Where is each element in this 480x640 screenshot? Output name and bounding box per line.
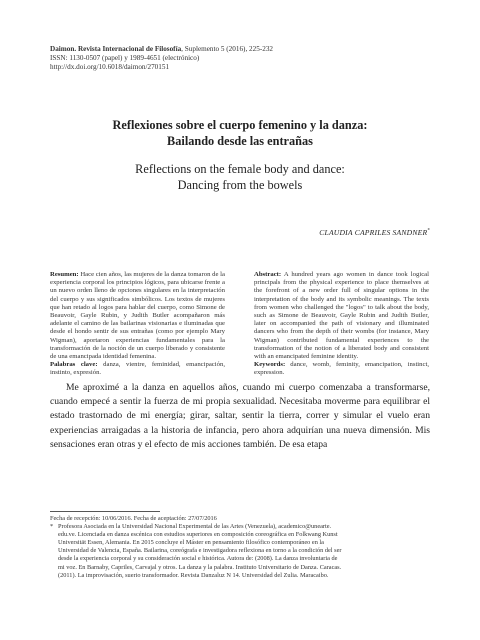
footnote-mark: * [50,523,54,531]
resumen-block [50,271,225,377]
running-header [50,45,410,73]
keywords-text: dance, womb, feminity, emancipation, instinct, expression. [254,361,429,377]
issn: ISSN: 1130-0507 (papel) y 1989-4651 (electrónico) [50,54,200,63]
footnote-line: Profesora Asociada en la Universidad Nacional Experimental de las Artes (Venezuela), academico@unearte. [58,523,332,531]
abstract-block [254,271,429,377]
author-text: CLAUDIA CAPRILES SANDNER [319,228,428,237]
journal-citation [50,45,410,54]
footnote-line: (2011). La improvisación, suerio transformador. Revista Danzaluz N 14. Universidad del Zulia. Maracaibo. [58,571,329,579]
resumen-label: Resumen: [50,271,79,278]
resumen-text: Hace cien años, las mujeres de la danza tomaron de la experiencia corporal los principios lógicos, para ubicarse frente a un nuevo orden lleno de opciones singulares en la interpretación del cuerpo y sus significados simbólicos. Los textos de mujeres que han retado al logos para hablar del cuerpo, como Simone de Beauvoir, Gayle Rubin, y Judith Butler acompañaron más adelante el camino de las bailarinas visionarias e iluminadas que desde el hondo sentir de sus entrañas (como por ejemplo Mary Wigman), aportaron experiencias fundamentales para la transformación de la noción de un cuerpo liberado y consistente de una emancipada identidad femenina. [50,271,225,360]
doi-link[interactable]: http://dx.doi.org/10.6018/daimon/270151 [50,63,170,72]
journal-name: Daimon. Revista Internacional de Filosofía [50,45,182,53]
body-paragraph: Me aproximé a la danza en aquellos años, cuando mi cuerpo comenzaba a transformarse, cuando empecé a sentir la fuerza de mi propia sexualidad. Necesitaba moverme para equilibrar el estado trastornado de mi energía; girar, saltar, sentir la tierra, correr y simular el vuelo eran experiencias arraigadas a la historia de infancia, pero ahora adquirían una nueva dimensión. Mis sensaciones eran otras y el efecto de mis acciones también. De esa etapa [50,382,430,450]
title-es-line1: Reflexiones sobre el cuerpo femenino y la danza: [112,118,368,132]
keywords-label: Keywords: [254,361,286,369]
footnote-line: Universidad de Valencia, España. Bailarina, coreógrafa e investigadora reflexiona en torno a la condición del ser [58,547,342,555]
footnote-line: desde la experiencia corporal y su consideración social e histórica. Autora de: (2008). La danza involuntaria de [58,555,338,563]
footnote-line: mi voz. En Barnaby, Capriles, Carvajal y otros. La danza y la palabra. Instituto Universitario de Danza. Caracas. [58,563,342,571]
author-footnote [50,523,430,531]
title-en-line2: Dancing from the bowels [177,178,303,192]
title-spanish [50,117,430,149]
footnotes [50,515,430,580]
palabras-clave-text: danza, vientre, feminidad, emancipación, instinto, expresión. [50,361,225,377]
title-en-line1: Reflections on the female body and dance: [135,162,345,176]
footnote-line: edu.ve. Licenciada en danza escénica con estudios superiores en composición coreográfica en Folkwang Kunst [58,531,338,539]
title-es-line2: Bailando desde las entrañas [167,134,313,148]
body-text [50,381,430,452]
title-english [50,161,430,193]
footnote-line: Universität Essen, Alemania. En 2015 concluye el Máster en pensamiento filosófico contemporáneo en la [58,539,324,547]
author-name [319,228,430,237]
palabras-clave-label: Palabras clave: [50,361,98,369]
abstract-label: Abstract: [254,271,282,278]
author-footnote-mark: * [427,228,430,234]
footnote-divider [50,511,160,512]
journal-issue: , Suplemento 5 (2016), 225-232 [181,45,274,53]
reception-dates: Fecha de recepción: 10/06/2016. Fecha de aceptación: 27/07/2016 [50,515,217,522]
abstract-text: A hundred years ago women in dance took logical principals from the physical experience to place themselves at the forefront of a new order full of singular options in the interpretation of the body and its symbolic meanings. The texts from women who challenged the "logos" to talk about the body, such as Simone de Beauvoir, Gayle Rubin and Judith Butler, later on accompanied the path of visionary and illuminated dancers who from the depth of their wombs (for instance, Mary Wigman) contributed fundamental experiences to the transformation of the notion of a liberated body and consistent with an emancipated feminine identity. [254,271,429,360]
